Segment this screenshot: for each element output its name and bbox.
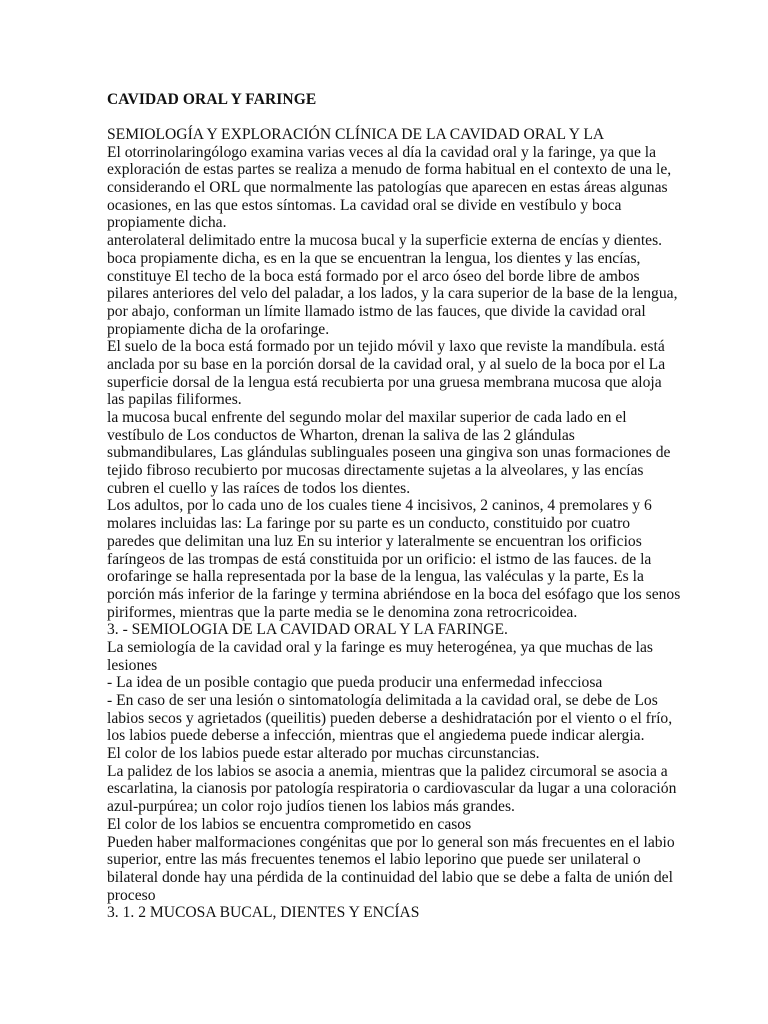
body-text-line: bilateral donde hay una pérdida de la continuidad del labio que se debe a falta de unión del (107, 868, 673, 886)
body-text-line: boca propiamente dicha, es en la que se encuentran la lengua, los dientes y las encías, (107, 249, 641, 267)
body-text-line: molares incluidas las: La faringe por su parte es un conducto, constituido por cuatro (107, 515, 631, 533)
document-body (107, 126, 681, 922)
body-text-line: superficie dorsal de la lengua está recubierta por una gruesa membrana mucosa que aloja (107, 373, 662, 391)
body-text-line: considerando el ORL que normalmente las patologías que aparecen en estas áreas algunas (107, 179, 668, 197)
body-text-line: constituye El techo de la boca está formado por el arco óseo del borde libre de ambos (107, 267, 640, 285)
body-text-line: superior, entre las más frecuentes tenemos el labio leporino que puede ser unilateral o (107, 851, 641, 869)
body-text-line: escarlatina, la cianosis por patología respiratoria o cardiovascular da lugar a una coloración (107, 780, 677, 798)
body-text-line: por abajo, conforman un límite llamado istmo de las fauces, que divide la cavidad oral (107, 302, 646, 320)
body-text-line: cubren el cuello y las raíces de todos los dientes. (107, 479, 411, 497)
body-text-line: SEMIOLOGÍA Y EXPLORACIÓN CLÍNICA DE LA CAVIDAD ORAL Y LA (107, 126, 605, 143)
body-text-line: La palidez de los labios se asocia a anemia, mientras que la palidez circumoral se asocia a (107, 762, 668, 780)
body-text-line: pilares anteriores del velo del paladar, a los lados, y la cara superior de la base de la lengua, (107, 285, 678, 303)
body-text-line: exploración de estas partes se realiza a menudo de forma habitual en el contexto de una le, (107, 161, 672, 179)
body-text-line: la mucosa bucal enfrente del segundo molar del maxilar superior de cada lado en el (107, 409, 627, 426)
body-text-line: La semiología de la cavidad oral y la faringe es muy heterogénea, ya que muchas de las (107, 638, 653, 656)
body-text-line: anclada por su base en la porción dorsal de la cavidad oral, y al suelo de la boca por el La (107, 355, 666, 373)
body-text-line: El otorrinolaringólogo examina varias veces al día la cavidad oral y la faringe, ya que la (107, 143, 657, 161)
body-text-line: porción más inferior de la faringe y termina abriéndose en la boca del esófago que los senos (107, 585, 681, 603)
body-text-line: - La idea de un posible contagio que pueda producir una enfermedad infecciosa (107, 674, 603, 692)
body-text-line: 3. - SEMIOLOGIA DE LA CAVIDAD ORAL Y LA FARINGE. (107, 621, 508, 639)
body-text-line: piriformes, mientras que la parte media se le denomina zona retrocricoidea. (107, 603, 578, 621)
body-text-line: propiamente dicha. (107, 214, 227, 232)
body-text-line: lesiones (107, 656, 158, 674)
body-text-line: los labios puede deberse a infección, mientras que el angiedema puede indicar alergia. (107, 727, 645, 745)
body-text-line: ocasiones, en las que estos síntomas. La cavidad oral se divide en vestíbulo y boca (107, 196, 622, 214)
body-text-line: azul-purpúrea; un color rojo judíos tienen los labios más grandes. (107, 798, 515, 816)
body-text-line: El color de los labios se encuentra comprometido en casos (107, 815, 472, 833)
body-text-line: proceso (107, 886, 156, 904)
body-text-line: El suelo de la boca está formado por un tejido móvil y laxo que reviste la mandíbula. está (107, 338, 665, 356)
body-text-line: submandibulares, Las glándulas sublinguales poseen una gingiva son unas formaciones de (107, 444, 671, 462)
body-text-line: propiamente dicha de la orofaringe. (107, 320, 330, 338)
body-text-line: anterolateral delimitado entre la mucosa bucal y la superficie externa de encías y dientes. (107, 232, 663, 250)
document-title: CAVIDAD ORAL Y FARINGE (107, 91, 317, 108)
body-text-line: Los adultos, por lo cada uno de los cuales tiene 4 incisivos, 2 caninos, 4 premolares y 6 (107, 497, 652, 515)
body-text-line: orofaringe se halla representada por la base de la lengua, las valéculas y la parte, Es la (107, 568, 644, 586)
body-text-line: paredes que delimitan una luz En su interior y lateralmente se encuentran los orificios (107, 532, 642, 550)
body-text-line: labios secos y agrietados (queilitis) pueden deberse a deshidratación por el viento o el frío, (107, 709, 673, 727)
body-text-line: las papilas filiformes. (107, 391, 242, 409)
body-text-line: - En caso de ser una lesión o sintomatología delimitada a la cavidad oral, se debe de Los (107, 692, 658, 709)
body-text-line: faríngeos de las trompas de está constituida por un orificio: el istmo de las fauces. de la (107, 550, 652, 568)
body-text-line: Pueden haber malformaciones congénitas que por lo general son más frecuentes en el labio (107, 833, 675, 851)
body-text-line: El color de los labios puede estar alterado por muchas circunstancias. (107, 745, 540, 763)
body-text-line: tejido fibroso recubierto por mucosas directamente sujetas a la alveolares, y las encías (107, 462, 644, 480)
body-text-line: vestíbulo de Los conductos de Wharton, drenan la saliva de las 2 glándulas (107, 426, 575, 444)
body-text-line: 3. 1. 2 MUCOSA BUCAL, DIENTES Y ENCÍAS (107, 904, 420, 922)
